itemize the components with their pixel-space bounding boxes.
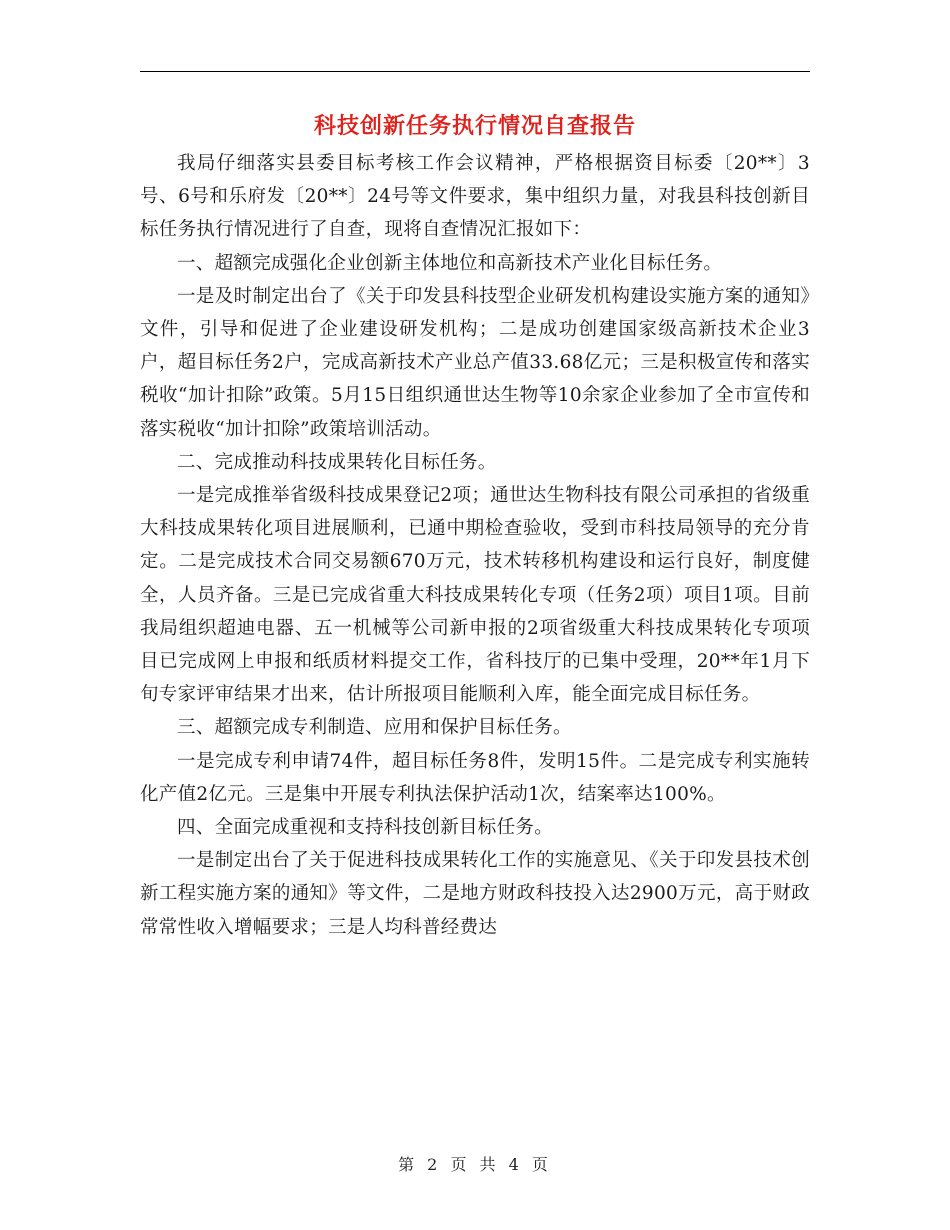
section-heading-4: 四、全面完成重视和支持科技创新目标任务。 [177, 817, 554, 839]
document-body [140, 147, 810, 944]
paragraph-section-1: 一是及时制定出台了《关于印发县科技型企业研发机构建设实施方案的通知》文件，引导和促进了企业建设研发机构；二是成功创建国家级高新技术企业3户，超目标任务2户，完成高新技术产业总产值33.68亿元；三是积极宣传和落实税收“加计扣除”政策。5月15日组织通世达生物等10余家企业参加了全市宣传和落实税收“加计扣除”政策培训活动。 [140, 285, 810, 440]
section-heading-1: 一、超额完成强化企业创新主体地位和高新技术产业化目标任务。 [177, 252, 723, 274]
header-rule [140, 71, 810, 72]
paragraph-intro: 我局仔细落实县委目标考核工作会议精神，严格根据资目标委〔20**〕3号、6号和乐府发〔20**〕24号等文件要求，集中组织力量，对我县科技创新目标任务执行情况进行了自查，现将自查情况汇报如下： [140, 153, 810, 241]
section-heading-2: 二、完成推动科技成果转化目标任务。 [177, 451, 497, 473]
section-heading-3: 三、超额完成专利制造、应用和保护目标任务。 [177, 717, 572, 739]
paragraph-section-2: 一是完成推举省级科技成果登记2项；通世达生物科技有限公司承担的省级重大科技成果转化项目进展顺利，已通中期检查验收，受到市科技局领导的充分肯定。二是完成技术合同交易额670万元，技术转移机构建设和运行良好，制度健全，人员齐备。三是已完成省重大科技成果转化专项（任务2项）项目1项。目前我局组织超迪电器、五一机械等公司新申报的2项省级重大科技成果转化专项项目已完成网上申报和纸质材料提交工作，省科技厅的已集中受理，20**年1月下旬专家评审结果才出来，估计所报项目能顺利入库，能全面完成目标任务。 [140, 485, 810, 706]
document-title: 科技创新任务执行情况自查报告 [313, 113, 636, 139]
paragraph-section-4: 一是制定出台了关于促进科技成果转化工作的实施意见、《关于印发县技术创新工程实施方案的通知》等文件，二是地方财政科技投入达2900万元，高于财政常常性收入增幅要求；三是人均科普经费达 [140, 850, 810, 938]
paragraph-section-3: 一是完成专利申请74件，超目标任务8件，发明15件。二是完成专利实施转化产值2亿元。三是集中开展专利执法保护活动1次，结案率达100%。 [140, 750, 810, 805]
page-number-footer: 第 2 页 共 4 页 [398, 1155, 552, 1174]
